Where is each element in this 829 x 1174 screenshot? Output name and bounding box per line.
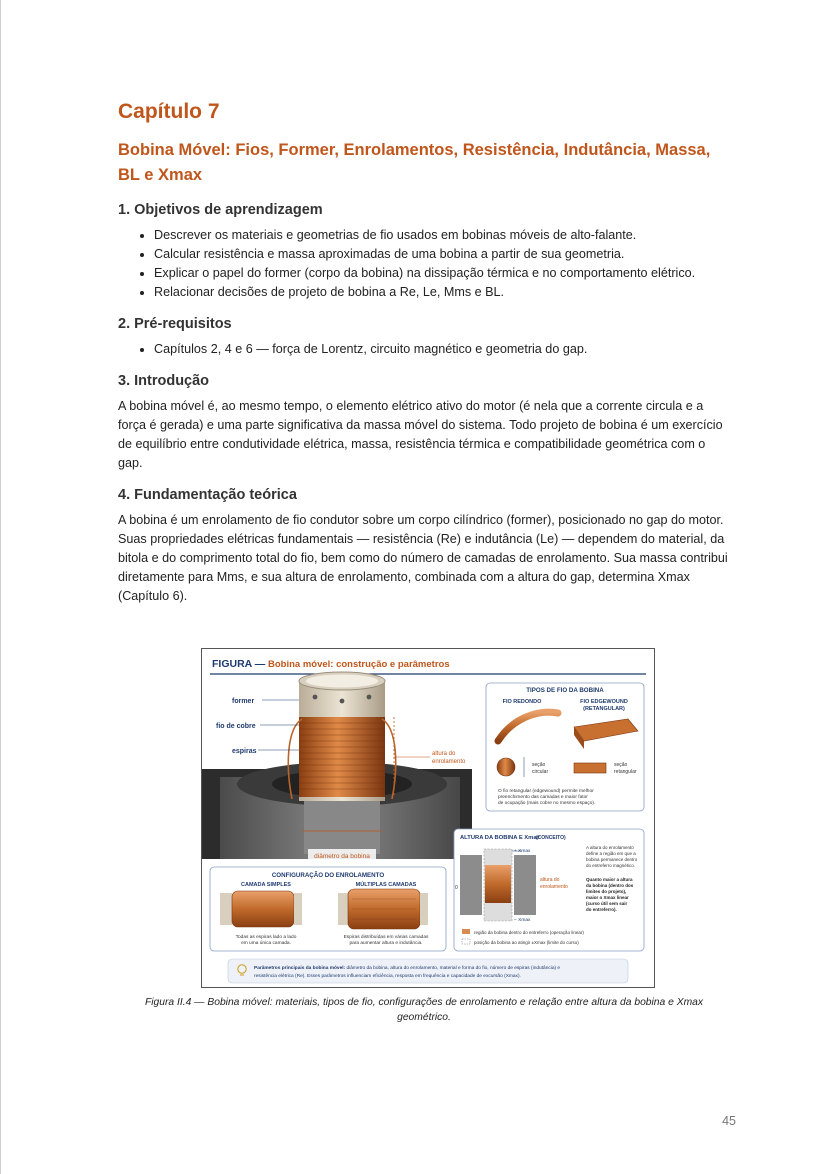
list-item: • Relacionar decisões de projeto de bobina a Re, Le, Mms e BL. [154,283,730,302]
intro-paragraph: A bobina móvel é, ao mesmo tempo, o elemento elétrico ativo do motor (é nela que a corrente circula e a força é gerada) e uma parte significativa da massa móvel do sistema. Todo projeto de bobina é um exercício de equilíbrio entre condutividade elétrica, massa, resistência térmica e compatibilidade geométrica com o gap. [118,399,723,470]
wire-note-2: preenchimento das camadas e maior fator [498,795,588,800]
sec-circ-2: circular [532,769,549,775]
winding-multi-desc-2: para aumentar altura e indutância. [349,941,423,946]
section-prereq [118,316,730,359]
page-content [118,100,730,620]
figure-caption: Figura II.4 — Bobina móvel: materiais, tipos de fio, configurações de enrolamento e relação entre altura da bobina e Xmax geométrico. [144,997,704,1023]
figure-label: FIGURA — [212,658,266,670]
wire-round-label: FIO REDONDO [502,699,542,705]
callout-diameter: diâmetro da bobina [314,853,370,860]
chapter-number: Capítulo 7 [118,100,220,123]
panel-winding-config [210,867,446,951]
page-edge [0,0,1,1174]
footer-bold: Parâmetros principais da bobina móvel: [254,966,346,971]
winding-single-desc-1: Todas as espiras lado a lado [235,935,297,940]
xmax-heading: ALTURA DA BOBINA E Xmax [460,835,540,841]
objectives-list [118,226,730,302]
wire-note-1: O fio retangular (edgewound) permite melhor [498,789,594,794]
sec-rect-2: retangular [614,769,637,775]
xmax-note-a-1: A altura do enrolamento [586,845,634,850]
xmax-height-1: altura do [540,877,560,883]
xmax-minus: − Xmax [514,918,531,923]
xmax-note-b-2: da bobina (dentro dos [586,883,634,888]
xmax-note-a-4: do entreferro magnético. [586,863,636,868]
xmax-note-b-4: maior o Xmax linear [586,895,629,900]
section-objectives [118,202,730,302]
list-item: • Calcular resistência e massa aproximadas de uma bobina a partir de sua geometria. [154,245,730,264]
section-heading: 3. Introdução [118,373,210,389]
xmax-note-a-3: bobina permanece dentro [586,857,638,862]
callout-turns: espiras [232,748,257,755]
panel-wire-types [486,683,644,811]
figure-illustration [202,649,654,987]
section-theory [118,487,730,606]
section-heading: 2. Pré-requisitos [118,316,232,332]
winding-multi-label: MÚLTIPLAS CAMADAS [355,882,417,888]
sec-rect-1: seção [614,762,628,768]
callout-height-2: enrolamento [432,759,466,765]
section-intro [118,373,730,473]
xmax-note-b-3: limites do projeto), [586,889,627,894]
figure-footer-note [228,959,628,983]
xmax-legend-1: região da bobina dentro do entreferro (operação linear) [474,930,584,935]
list-item: • Explicar o papel do former (corpo da bobina) na dissipação térmica e no comportamento elétrico. [154,264,730,283]
xmax-heading-sub: (CONCEITO) [536,835,566,841]
wire-types-heading: TIPOS DE FIO DA BOBINA [526,687,604,694]
callout-former: former [232,698,255,705]
wire-note-3: de ocupação (mais cobre no mesmo espaço). [498,801,596,806]
footer-line-2: resistência elétrica (Re). Esses parâmetros influenciam eficiência, resposta em frequência e capacidade de excursão (Xmax). [254,974,521,979]
xmax-note-b-5: (curso útil sem sair [586,901,628,906]
sec-circ-1: seção [532,762,546,768]
xmax-zero: 0 [455,885,458,891]
xmax-legend-2: posição da bobina ao atingir ±Xmax (limite do curso) [474,940,579,945]
page-number: 45 [722,1114,736,1128]
list-item: • Descrever os materiais e geometrias de fio usados em bobinas móveis de alto-falante. [154,226,730,245]
xmax-height-2: enrolamento [540,884,568,890]
panel-xmax [454,829,644,951]
theory-paragraph: A bobina é um enrolamento de fio condutor sobre um corpo cilíndrico (former), posicionado no gap do motor. Suas propriedades elétricas fundamentais — resistência (Re) e indutância (Le) — dependem do material, da bitola e do comprimento total do fio, bem como do número de camadas de enrolamento. Sua massa contribui diretamente para Mms, e sua altura de enrolamento, combinada com a altura do gap, determina Xmax (Capítulo 6). [118,513,728,603]
figure-title: Bobina móvel: construção e parâmetros [268,659,450,670]
prereq-list [118,340,730,359]
winding-multi-desc-1: Espiras distribuídas em várias camadas [343,935,429,940]
winding-single-desc-2: em uma única camada. [241,941,291,946]
section-heading: 4. Fundamentação teórica [118,487,297,503]
winding-single-label: CAMADA SIMPLES [241,882,291,888]
callout-height-1: altura do [432,751,456,757]
section-heading: 1. Objetivos de aprendizagem [118,202,323,218]
wire-edge-label-1: FIO EDGEWOUND [580,699,628,705]
xmax-note-b-6: do entreferro). [586,907,617,912]
xmax-plus: + Xmax [514,849,531,854]
winding-heading: CONFIGURAÇÃO DO ENROLAMENTO [271,872,385,879]
xmax-note-b-1: Quanto maior a altura [586,877,633,882]
footer-line-1 [254,965,560,971]
chapter-title: Bobina Móvel: Fios, Former, Enrolamentos, Resistência, Indutância, Massa, BL e Xmax [118,141,711,184]
footer-line-1-text: diâmetro da bobina, altura do enrolamento, material e forma do fio, número de espiras (indutância) e [346,966,561,971]
wire-edge-label-2: (RETANGULAR) [583,706,625,712]
list-item: • Capítulos 2, 4 e 6 — força de Lorentz, circuito magnético e geometria do gap. [154,340,730,359]
xmax-note-a-2: define a região em que a [586,851,636,856]
figure-voice-coil [201,648,655,988]
callout-wire: fio de cobre [216,723,256,730]
